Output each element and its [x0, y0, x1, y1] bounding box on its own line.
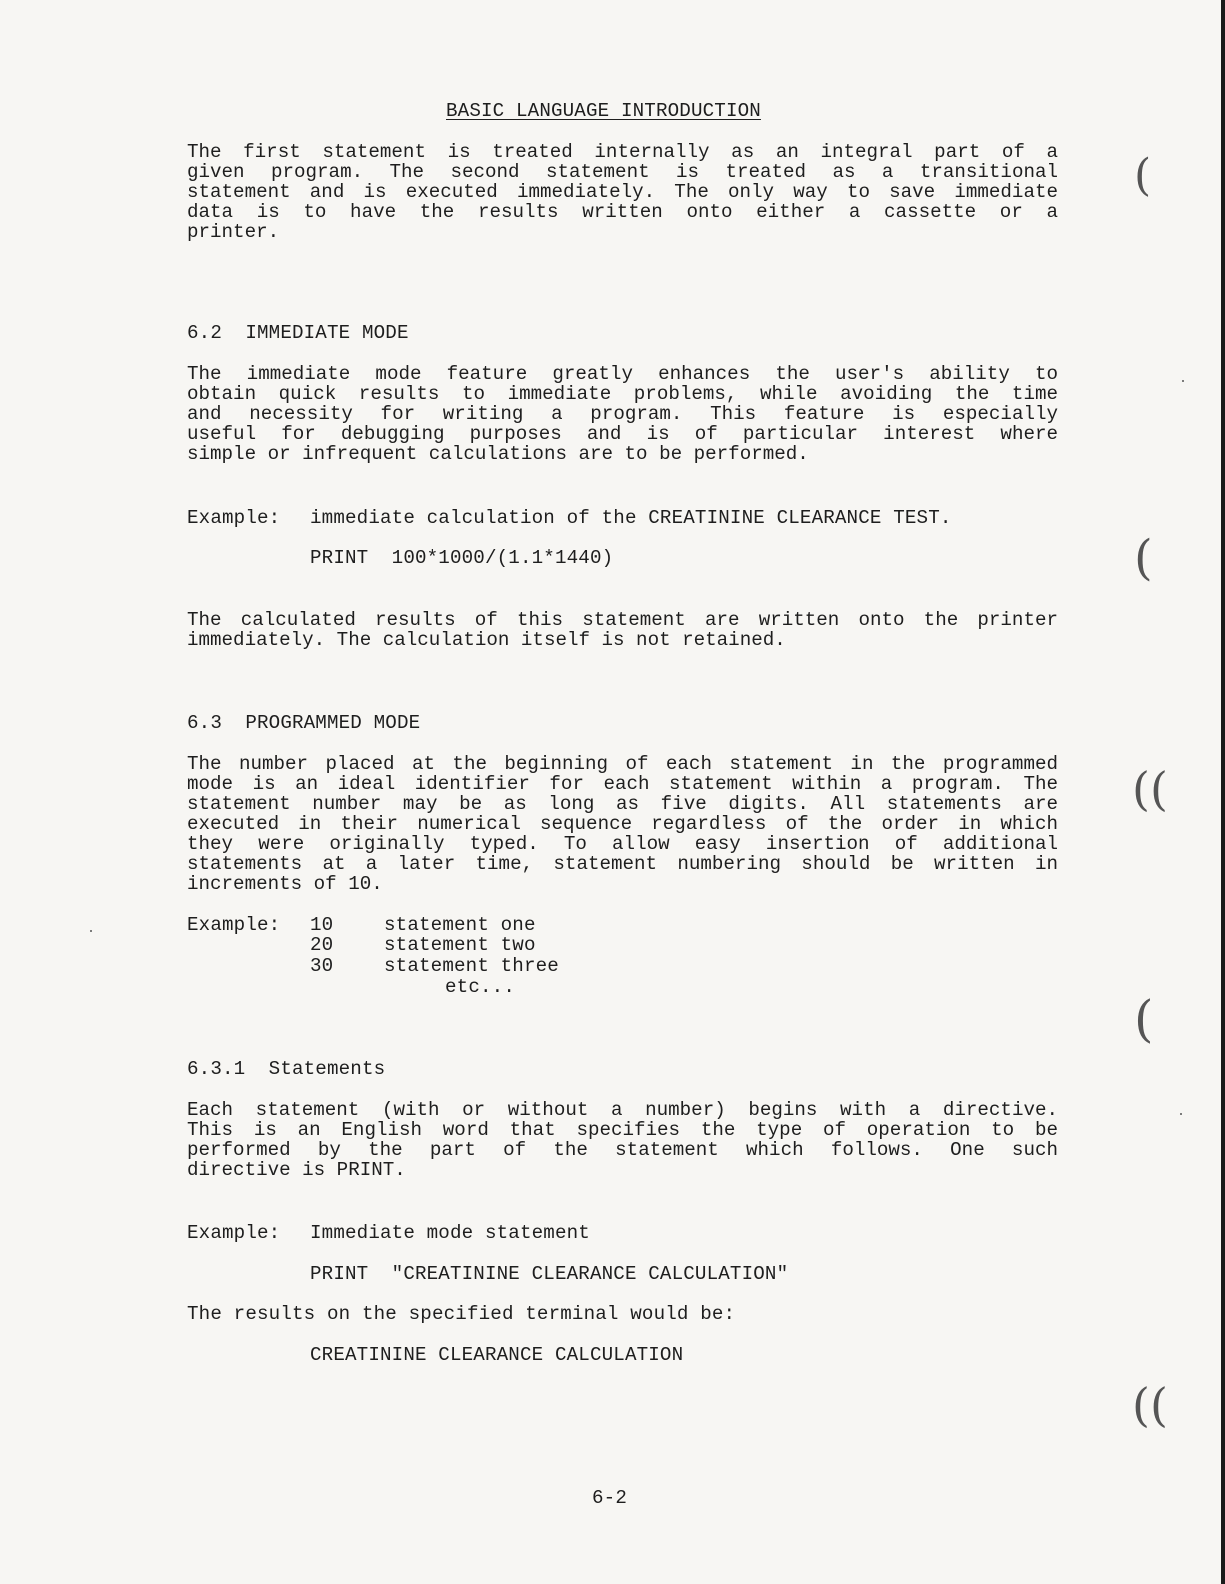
- statement-text: statement two: [384, 934, 536, 956]
- immediate-mode-paragraph: [187, 364, 1058, 464]
- paragraph-line: executed in their numerical sequence regardless of the order in which: [187, 813, 1058, 835]
- page-number: 6-2: [592, 1487, 627, 1509]
- line-number: 10: [310, 914, 334, 936]
- paragraph-line: obtain quick results to immediate problems, while avoiding the time: [187, 383, 1058, 405]
- example-description: Immediate mode statement: [310, 1222, 590, 1244]
- section-heading-6-3-1: 6.3.1 Statements: [187, 1058, 386, 1080]
- paragraph-line: statements at a later time, statement numbering should be written in: [187, 853, 1058, 875]
- line-number: 20: [310, 934, 334, 956]
- paragraph-line: useful for debugging purposes and is of particular interest where: [187, 423, 1058, 445]
- scan-speck: [1182, 380, 1184, 382]
- scan-speck: [90, 930, 92, 932]
- intro-line: The first statement is treated internally as an integral part of a: [187, 141, 1058, 163]
- code-line: PRINT "CREATININE CLEARANCE CALCULATION": [310, 1263, 789, 1285]
- paragraph-line: they were originally typed. To allow easy insertion of additional: [187, 833, 1058, 855]
- example-label: Example:: [187, 1222, 281, 1244]
- statement-text: statement one: [384, 914, 536, 936]
- example-label: Example:: [187, 914, 281, 936]
- paragraph-line: immediately. The calculation itself is not retained.: [187, 629, 786, 651]
- punch-hole-mark: ((: [1132, 1378, 1168, 1432]
- results-paragraph: [187, 610, 1058, 650]
- paragraph-line: The calculated results of this statement are written onto the printer: [187, 609, 1058, 631]
- punch-hole-mark: (: [1134, 150, 1152, 201]
- example-label: Example:: [187, 507, 281, 529]
- intro-paragraph: [187, 142, 1058, 242]
- intro-line: printer.: [187, 221, 280, 243]
- programmed-mode-paragraph: [187, 754, 1058, 894]
- intro-line: statement and is executed immediately. The only way to save immediate: [187, 181, 1058, 203]
- result-output: CREATININE CLEARANCE CALCULATION: [310, 1344, 684, 1366]
- page-edge: [1221, 0, 1225, 1584]
- paragraph-line: simple or infrequent calculations are to be performed.: [187, 443, 809, 465]
- section-heading-6-2: 6.2 IMMEDIATE MODE: [187, 322, 409, 344]
- paragraph-line: This is an English word that specifies the type of operation to be: [187, 1119, 1058, 1141]
- statements-paragraph: [187, 1100, 1058, 1180]
- line-number: 30: [310, 955, 334, 977]
- punch-hole-mark: (: [1134, 990, 1154, 1048]
- paragraph-line: increments of 10.: [187, 873, 383, 895]
- paragraph-line: The number placed at the beginning of each statement in the programmed: [187, 753, 1058, 775]
- punch-hole-mark: (: [1134, 530, 1153, 586]
- section-heading-6-3: 6.3 PROGRAMMED MODE: [187, 712, 421, 734]
- paragraph-line: Each statement (with or without a number) begins with a directive.: [187, 1099, 1058, 1121]
- paragraph-line: performed by the part of the statement which follows. One such: [187, 1139, 1058, 1161]
- paragraph-line: The immediate mode feature greatly enhances the user's ability to: [187, 363, 1058, 385]
- paragraph-line: mode is an ideal identifier for each statement within a program. The: [187, 773, 1058, 795]
- example-description: immediate calculation of the CREATININE CLEARANCE TEST.: [310, 507, 952, 529]
- result-intro: The results on the specified terminal would be:: [187, 1303, 736, 1325]
- scan-speck: [1180, 1113, 1182, 1115]
- page-title: BASIC LANGUAGE INTRODUCTION: [446, 100, 761, 122]
- punch-hole-mark: ((: [1132, 762, 1168, 816]
- etc-text: etc...: [445, 976, 515, 998]
- paragraph-line: directive is PRINT.: [187, 1159, 406, 1181]
- intro-line: given program. The second statement is treated as a transitional: [187, 161, 1058, 183]
- intro-line: data is to have the results written onto either a cassette or a: [187, 201, 1058, 223]
- paragraph-line: and necessity for writing a program. This feature is especially: [187, 403, 1058, 425]
- code-line: PRINT 100*1000/(1.1*1440): [310, 547, 614, 569]
- paragraph-line: statement number may be as long as five digits. All statements are: [187, 793, 1058, 815]
- statement-text: statement three: [384, 955, 559, 977]
